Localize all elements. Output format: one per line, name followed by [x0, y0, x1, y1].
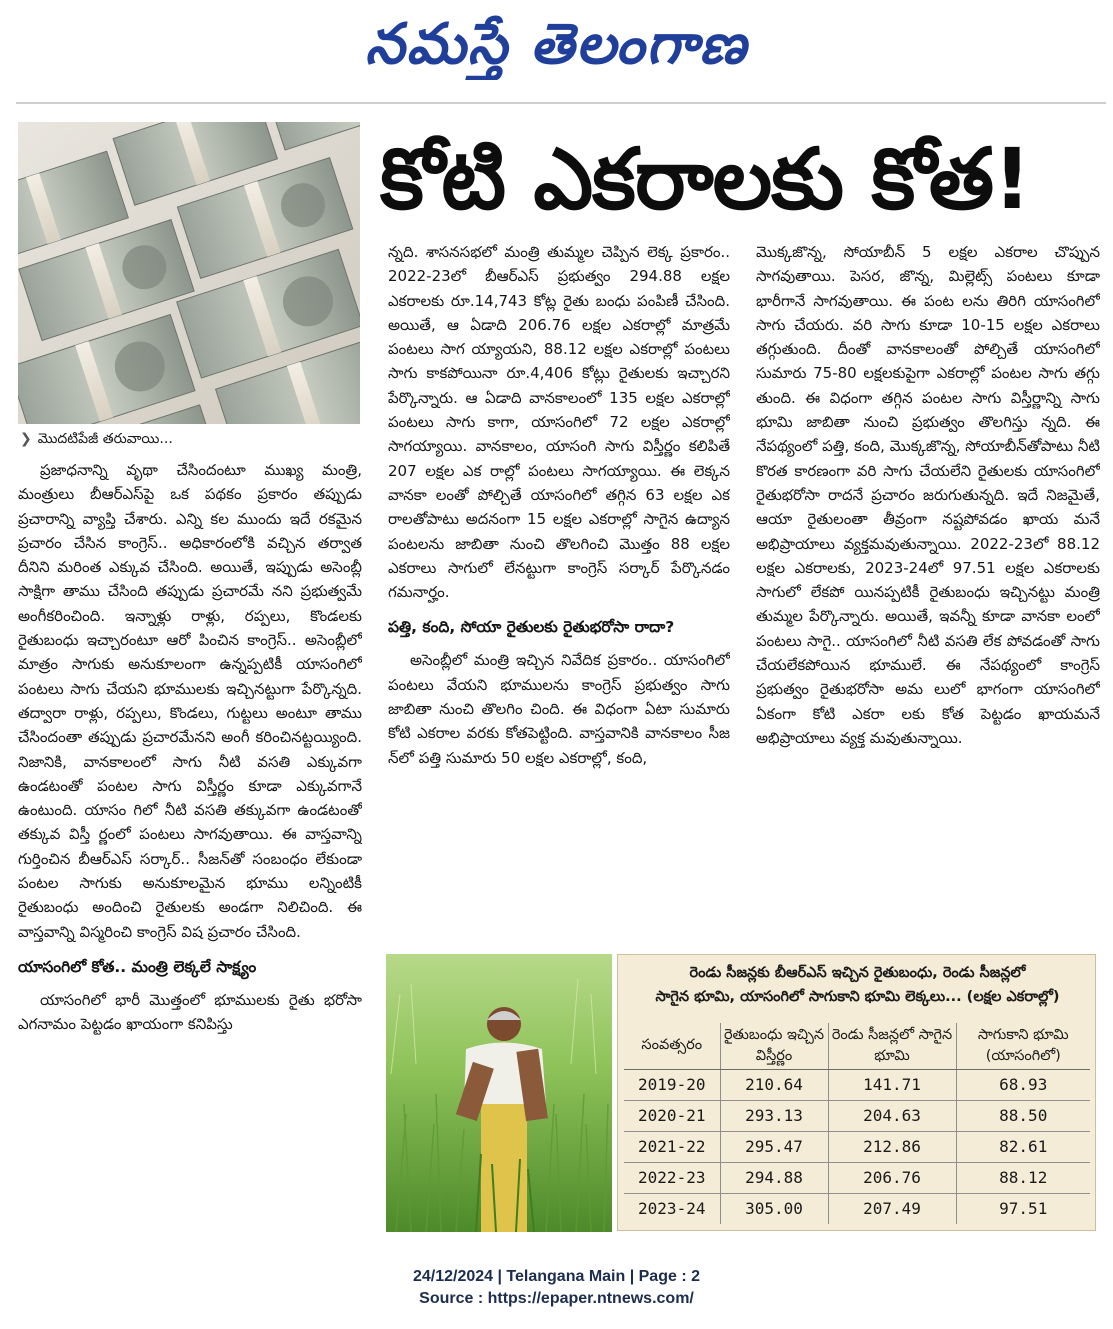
source-link[interactable]: Source : https://epaper.ntnews.com/: [419, 1290, 694, 1307]
money-photo: [18, 122, 360, 424]
edition-info: 24/12/2024 | Telangana Main | Page : 2: [412, 1268, 700, 1285]
cell-year: 2022-23: [624, 1162, 720, 1193]
article-column-1: [18, 458, 362, 1238]
table-row: [624, 1100, 1090, 1131]
cell-uncultivated: 97.51: [956, 1193, 1090, 1224]
subheading: పత్తి, కంది, సోయా రైతులకు రైతుభరోసా రాదా?: [388, 618, 675, 637]
paragraph: యాసంగిలో భారీ మొత్తంలో భూములకు రైతు భరోసా ఎగనామం పెట్టడం ఖాయంగా కనిపిస్తు: [18, 990, 362, 1034]
land-data-table-box: [617, 954, 1096, 1231]
table-row: [624, 1131, 1090, 1162]
paragraph: మొక్కజొన్న, సోయాబీన్ 5 లక్షల ఎకరాల చొప్పున సాగవుతాయి. పెసర, జొన్న, మిల్లెట్స్ పంటలు కూడా భారీగానే సాగవుతాయి. ఈ పంట లను తిరిగి యాసంగిలో సాగు చేయరు. వరి సాగు కూడా 10-15 లక్షల ఎకరాలు తగ్గుతుంది. దీంతో వానకాలంతో పోల్చితే యాసంగిలో సుమారు 75-80 లక్షలకుపైగా ఎకరాల్లో పంటల సాగు తగ్గు తుంది. ఈ విధంగా తగ్గిన పంటల సాగు విస్తీర్ణాన్ని సాగు భూమి జాబితా నుంచి ప్రభుత్వం తొలగిస్తు న్నది. ఈ నేపథ్యంలో పత్తి, కంది, మొక్కజొన్న, సోయాబీన్‌తోపాటు నీటి కొరత కారణంగా వరి సాగు చేయలేని రైతులకు యాసంగిలో రైతుభరోసా రాదనే ప్రచారం జరుగుతున్నది. ఇదే నిజమైతే, ఆయా రైతులంతా తీవ్రంగా నష్టపోవడం ఖాయ మనే అభిప్రాయాలు వ్యక్తమవుతున్నాయి. 2022-23లో 88.12 లక్షల ఎకరాలకు, 2023-24లో 97.51 లక్షల ఎకరాలకు సాగులో లేకపో యినప్పటికీ రైతుబంధు ఇచ్చినట్టు మంత్రి తుమ్మల పేర్కొన్నారు. అయితే, ఇవన్నీ కూడా వానకా లంలో పంటలు సాగై.. యాసంగిలో నీటి వసతి లేక పోవడంతో సాగు చేయలేకపోయిన భూములే. ఈ నేపథ్యంలో కాంగ్రెస్ ప్రభుత్వం రైతుభరోసా అమ లులో భాగంగా యాసంగిలో ఏకంగా కోటి ఎకరా లకు కోత పెట్టడం ఖాయమనే అభిప్రాయాలు వ్యక్త మవుతున్నాయి.: [756, 243, 1100, 747]
photo-caption: [20, 429, 360, 449]
masthead-divider: [16, 102, 1106, 104]
cell-raithubandhu: 295.47: [720, 1131, 828, 1162]
cell-year: 2020-21: [624, 1100, 720, 1131]
cell-uncultivated: 82.61: [956, 1131, 1090, 1162]
cell-year: 2021-22: [624, 1131, 720, 1162]
photo-caption-text: మొదటిపేజీ తరువాయి...: [37, 431, 173, 447]
header-raithubandhu-area: రైతుబంధు ఇచ్చిన విస్తీర్ణం: [720, 1023, 828, 1069]
farmer-photo: [386, 954, 612, 1232]
cell-cultivated: 207.49: [828, 1193, 956, 1224]
masthead: [0, 0, 1113, 100]
page-footer: [0, 1266, 1113, 1310]
article-headline: కోటి ఎకరాలకు కోత!: [380, 130, 1031, 228]
cell-uncultivated: 88.50: [956, 1100, 1090, 1131]
table-title-line-2: సాగైన భూమి, యాసంగిలో సాగుకాని భూమి లెక్కలు... (లక్షల ఎకరాల్లో): [655, 989, 1060, 1005]
table-title: [618, 961, 1097, 1009]
cell-cultivated: 206.76: [828, 1162, 956, 1193]
cell-cultivated: 141.71: [828, 1069, 956, 1100]
cell-year: 2023-24: [624, 1193, 720, 1224]
header-year: సంవత్సరం: [624, 1023, 720, 1069]
table-title-line-1: రెండు సీజన్లకు బీఆర్‌ఎస్ ఇచ్చిన రైతుబంధు, రెండు సీజన్లలో: [689, 965, 1026, 981]
table-row: [624, 1193, 1090, 1224]
article-column-2: [388, 240, 730, 940]
header-cultivated-area: రెండు సీజన్లలో సాగైన భూమి: [828, 1023, 956, 1069]
caret-right-icon: ❯: [20, 431, 32, 447]
cell-cultivated: 212.86: [828, 1131, 956, 1162]
cell-year: 2019-20: [624, 1069, 720, 1100]
table-row: [624, 1069, 1090, 1100]
cell-uncultivated: 88.12: [956, 1162, 1090, 1193]
paragraph: ప్రజాధనాన్ని వృథా చేసిందంటూ ముఖ్య మంత్రి, మంత్రులు బీఆర్‌ఎస్‌పై ఒక పథకం ప్రకారం తప్పుడు ప్రచారాన్ని వ్యాప్తి చేశారు. ఎన్ని కల ముందు ఇదే రకమైన ప్రచారం చేసిన కాంగ్రెస్.. అధికారంలోకి వచ్చిన తర్వాత దీనిని మరింత ఎక్కువ చేసింది. అయితే, ఇప్పుడు అసెంబ్లీ సాక్షిగా తాము చేసింది తప్పుడు ప్రచారమే నని ప్రభుత్వమే అంగీకరించింది. ఇన్నాళ్లు రాళ్లు, రప్పలు, కొండలకు రైతుబంధు ఇచ్చారంటూ ఆరో పించిన కాంగ్రెస్.. అసెంబ్లీలో మాత్రం సాగుకు అనుకూలంగా ఉన్నప్పటికీ యాసంగిలో పంటలు సాగు చేయని భూములకు ఇచ్చినట్టుగా పేర్కొన్నది. తద్వారా రాళ్లు, రప్పలు, కొండలు, గుట్టలు అంటూ తాము చేసిందంతా తప్పుడు ప్రచారమేనని అంగీ కరించినట్టయ్యింది. నిజానికి, వానకాలంలో సాగు నీటి వసతి ఎక్కువగా ఉండటంతో పంటల సాగు విస్తీర్ణం కూడా ఎక్కువగానే ఉంటుంది. యాసం గిలో నీటి వసతి తక్కువగా ఉండటంతో తక్కువ విస్తీ ర్ణంలో పంటలు సాగవుతాయి. ఈ వాస్తవాన్ని గుర్తించిన బీఆర్‌ఎస్ సర్కార్.. సీజన్‌తో సంబంధం లేకుండా పంటల సాగుకు అనుకూలమైన భూము లన్నింటికీ రైతుబంధు అందించి రైతులకు అండగా నిలిచింది. ఈ వాస్తవాన్ని విస్మరించి కాంగ్రెస్ విష ప్రచారం చేసింది.: [18, 461, 362, 941]
cell-raithubandhu: 293.13: [720, 1100, 828, 1131]
cell-cultivated: 204.63: [828, 1100, 956, 1131]
cell-raithubandhu: 210.64: [720, 1069, 828, 1100]
paragraph: అసెంబ్లీలో మంత్రి ఇచ్చిన నివేదిక ప్రకారం.. యాసంగిలో పంటలు వేయని భూములను కాంగ్రెస్ ప్రభుత్వం సాగు జాబితా నుంచి తొలగిం చింది. ఈ విధంగా ఏటా సుమారు కోటి ఎకరాల వరకు కోతపెట్టింది. వాస్తవానికి వానకాలం సీజ న్‌లో పత్తి సుమారు 50 లక్షల ఎకరాల్లో, కంది,: [388, 651, 730, 767]
subheading: యాసంగిలో కోత.. మంత్రి లెక్కలే సాక్ష్యం: [18, 957, 257, 976]
table-header-row: [624, 1023, 1090, 1069]
masthead-logo: నమస్తే తెలంగాణ: [365, 11, 748, 77]
header-uncultivated-area: సాగుకాని భూమి (యాసంగిలో): [956, 1023, 1090, 1069]
cell-raithubandhu: 305.00: [720, 1193, 828, 1224]
land-data-table: [624, 1023, 1090, 1224]
cell-uncultivated: 68.93: [956, 1069, 1090, 1100]
cell-raithubandhu: 294.88: [720, 1162, 828, 1193]
article-column-3: [756, 240, 1100, 940]
table-row: [624, 1162, 1090, 1193]
paragraph: న్నది. శాసనసభలో మంత్రి తుమ్మల చెప్పిన లెక్క ప్రకారం.. 2022-23లో బీఆర్‌ఎస్ ప్రభుత్వం 294.88 లక్షల ఎకరాలకు రూ.14,743 కోట్ల రైతు బంధు పంపిణీ చేసింది. అయితే, ఆ ఏడాది 206.76 లక్షల ఎకరాల్లో మాత్రమే పంటలు సాగ య్యాయని, 88.12 లక్షల ఎకరాల్లో పంటలు సాగు కాకపోయినా రూ.4,406 కోట్లు రైతులకు ఇచ్చారని పేర్కొన్నారు. ఆ ఏడాది వానకాలంలో 135 లక్షల ఎకరాల్లో పంటలు సాగు కాగా, యాసంగిలో 72 లక్షల ఎకరాల్లో సాగయ్యాయి. వానకాలం, యాసంగి సాగు విస్తీర్ణం కలిపితే 207 లక్షల ఎక రాల్లో పంటలు సాగయ్యాయి. ఈ లెక్కన వానకా లంతో పోల్చితే యాసంగిలో తగ్గిన 63 లక్షల ఎక రాలతోపాటు అదనంగా 15 లక్షల ఎకరాల్లో సాగైన ఉద్యాన పంటలను జాబితా నుంచి తొలగించి మొత్తం 88 లక్షల ఎకరాలు సాగులో లేనట్టుగా కాంగ్రెస్ సర్కార్ పేర్కొనడం గమనార్హం.: [388, 243, 730, 602]
